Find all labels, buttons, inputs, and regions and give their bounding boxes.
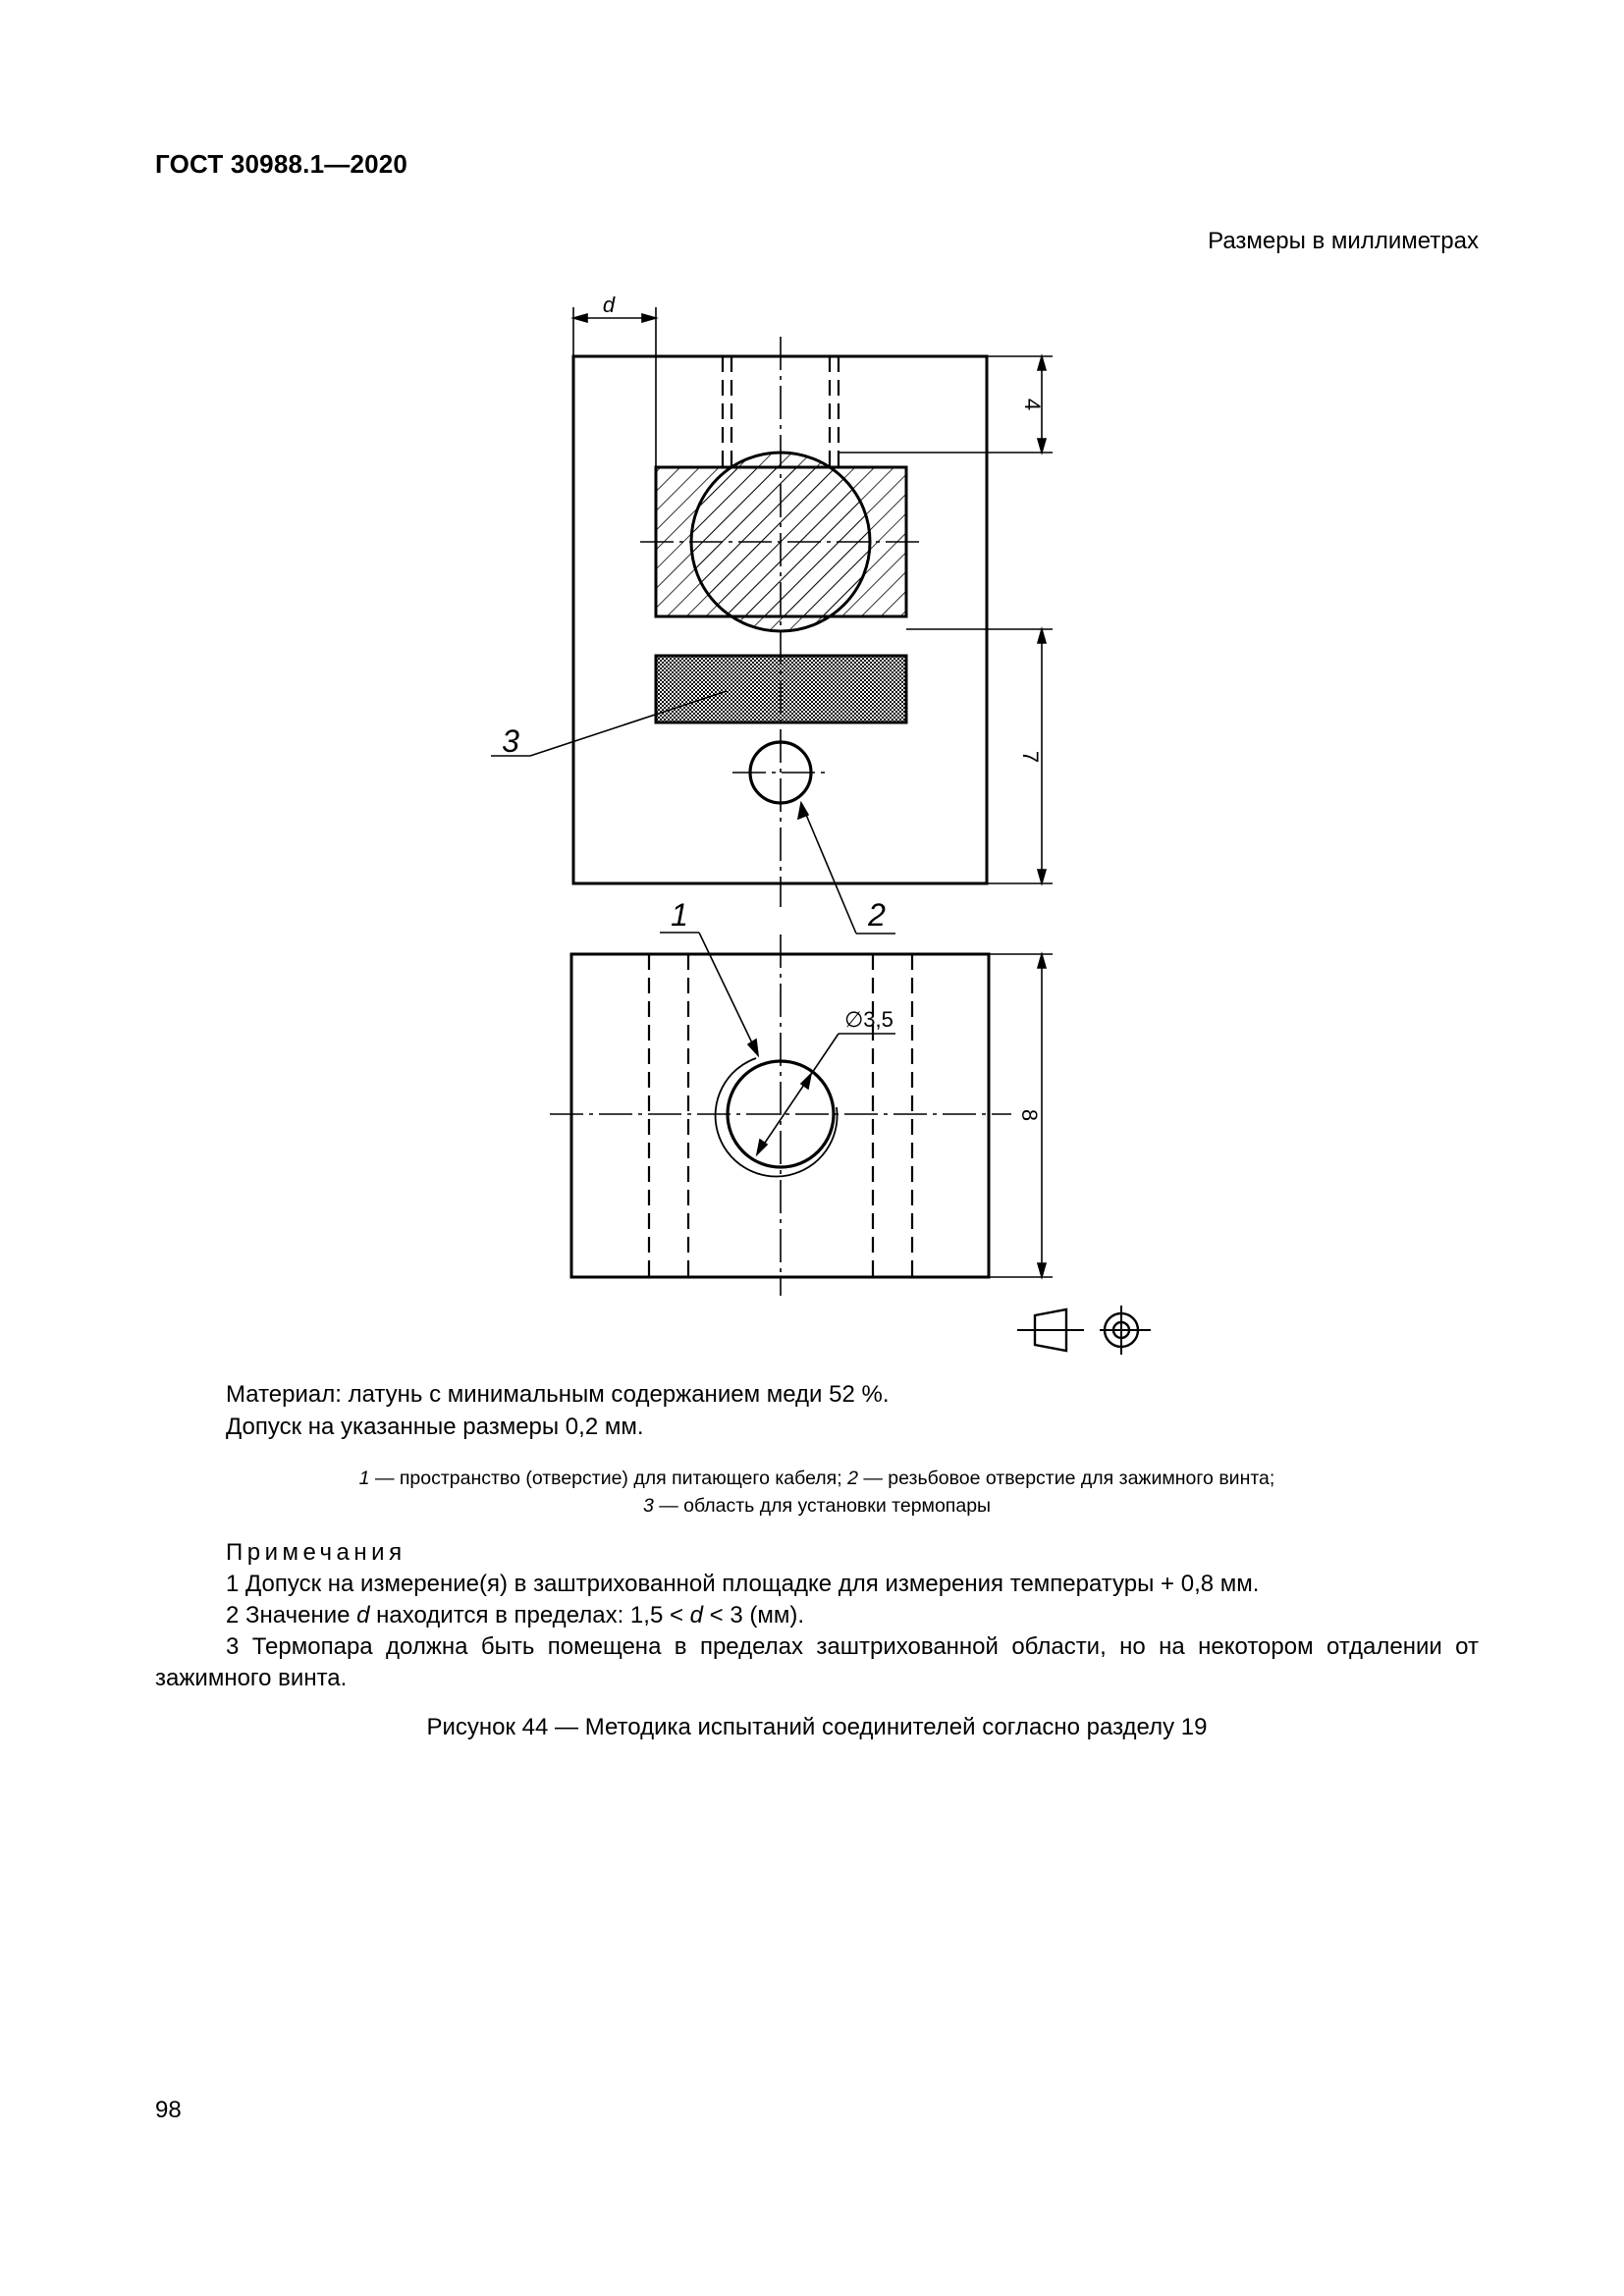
note-2-part-b: находится в пределах: 1,5 < xyxy=(369,1602,690,1629)
document-header: ГОСТ 30988.1—2020 xyxy=(155,149,408,179)
callout-1-label: 1 xyxy=(671,897,688,933)
notes-block xyxy=(155,1537,1479,1694)
note-2-part-c: < 3 (мм). xyxy=(703,1602,805,1629)
note-2-var: d xyxy=(356,1602,370,1629)
note-1: 1 Допуск на измерение(я) в заштрихованной площадке для измерения температуры + 0,8 мм. xyxy=(226,1571,1260,1597)
note-3: 3 Термопара должна быть помещена в пределах заштрихованной области, но на некотором отдалении от зажимного винта. xyxy=(155,1633,1479,1691)
legend-block xyxy=(155,1465,1479,1520)
legend-line-2 xyxy=(155,1492,1479,1520)
legend-text-3: — область для установки термопары xyxy=(653,1495,992,1517)
note-2-part-a: 2 Значение xyxy=(226,1602,357,1629)
legend-num-1: 1 xyxy=(358,1468,370,1489)
callout-3-label: 3 xyxy=(502,723,519,759)
first-angle-projection-icon xyxy=(1017,1306,1151,1355)
dimension-d-label: d xyxy=(602,293,616,317)
diameter-label: ∅3,5 xyxy=(844,1007,893,1032)
notes-title: Примечания xyxy=(226,1539,406,1566)
legend-text-1: — пространство (отверстие) для питающего кабеля; xyxy=(369,1468,848,1489)
callout-1-leader xyxy=(660,933,758,1055)
note-2-var2: d xyxy=(689,1602,703,1629)
dimension-7-label: 7 xyxy=(1018,750,1044,764)
tolerance-line: Допуск на указанные размеры 0,2 мм. xyxy=(226,1414,644,1440)
figure-caption: Рисунок 44 — Методика испытаний соединителей согласно разделу 19 xyxy=(426,1714,1208,1740)
legend-text-2: — резьбовое отверстие для зажимного винта; xyxy=(857,1468,1275,1489)
legend-num-2: 2 xyxy=(847,1468,858,1489)
units-note: Размеры в миллиметрах xyxy=(1208,228,1479,254)
side-view-centerlines xyxy=(550,934,1011,1296)
material-line: Материал: латунь с минимальным содержанием меди 52 %. xyxy=(226,1381,890,1408)
legend-num-3: 3 xyxy=(642,1495,654,1517)
top-view xyxy=(491,293,1053,934)
dimension-4-label: 4 xyxy=(1020,398,1046,411)
callout-2-label: 2 xyxy=(868,897,886,933)
dimension-d xyxy=(573,307,656,467)
dimension-8-label: 8 xyxy=(1017,1108,1043,1122)
page-number: 98 xyxy=(155,2097,182,2123)
side-view xyxy=(550,897,1053,1296)
material-block xyxy=(226,1378,890,1443)
note-2 xyxy=(155,1600,1479,1631)
legend-line-1 xyxy=(155,1465,1479,1492)
